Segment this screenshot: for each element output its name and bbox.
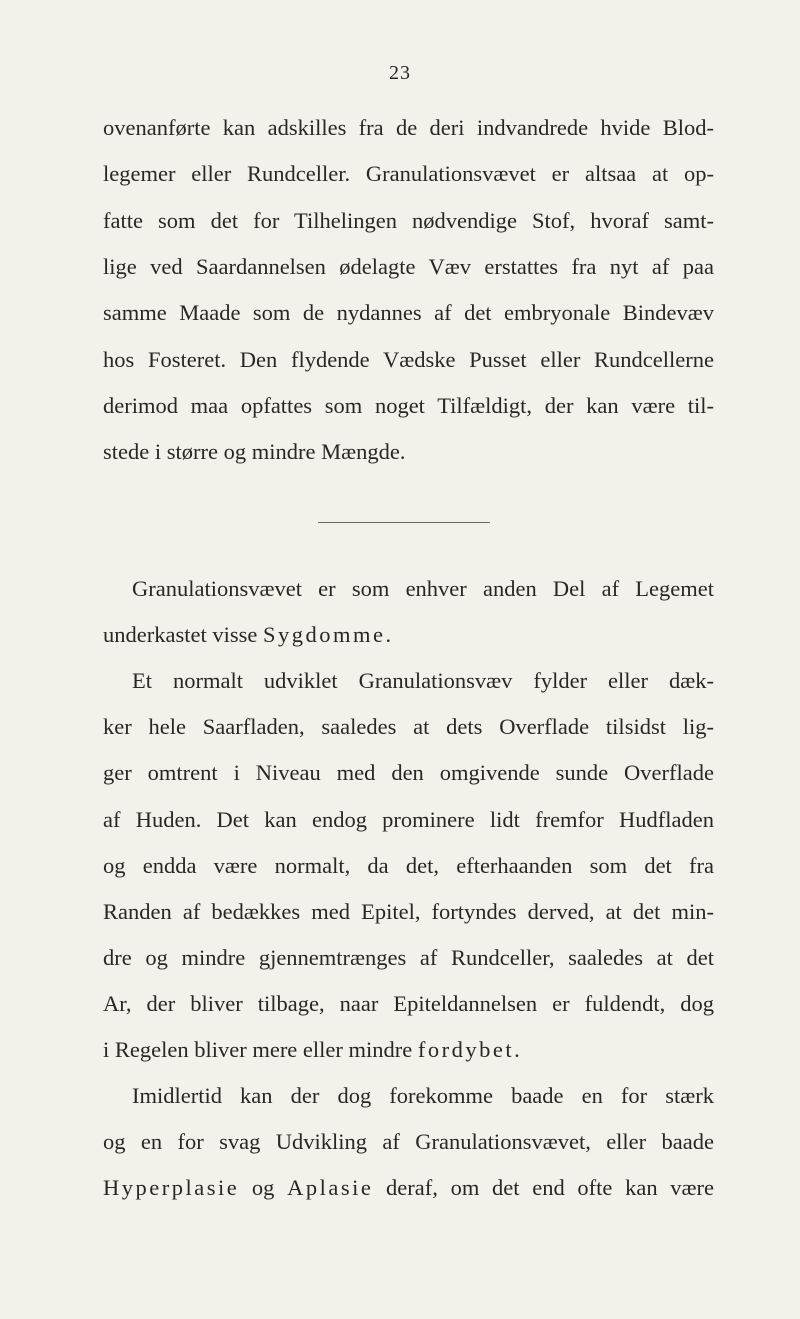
- text-line: Randen af bedækkes med Epitel, fortyndes derved, at det min-: [103, 899, 714, 924]
- text-run: deraf, om det end ofte kan være: [373, 1175, 715, 1200]
- text-run: underkastet visse: [103, 622, 263, 647]
- text-line: og endda være normalt, da det, efterhaanden som det fra: [103, 853, 714, 878]
- text-line: af Huden. Det kan endog prominere lidt fremfor Hudfladen: [103, 807, 714, 832]
- text-line: [103, 1035, 714, 1065]
- text-line: samme Maade som de nydannes af det embryonale Bindevæv: [103, 300, 714, 325]
- text-line: ger omtrent i Niveau med den omgivende sunde Overflade: [103, 760, 714, 785]
- text-run: og en for svag Udvikling af Granulationsvævet, eller baade: [103, 1129, 714, 1154]
- text-line: fatte som det for Tilhelingen nødvendige Stof, hvoraf samt-: [103, 208, 714, 233]
- text-line: [103, 620, 714, 650]
- text-run: og: [239, 1175, 288, 1200]
- text-line: Ar, der bliver tilbage, naar Epiteldannelsen er fuldendt, dog: [103, 991, 714, 1016]
- text-line: hos Fosteret. Den flydende Vædske Pusset eller Rundcellerne: [103, 347, 714, 372]
- emphasized-term: Sygdomme: [262, 622, 386, 647]
- text-line: [132, 1081, 714, 1111]
- text-line: Et normalt udviklet Granulationsvæv fylder eller dæk-: [132, 668, 714, 693]
- section-divider: [318, 522, 490, 523]
- text-run: Imidlertid kan der dog forekomme baade en for stærk: [132, 1083, 714, 1108]
- text-line: [103, 1127, 714, 1157]
- text-line: lige ved Saardannelsen ødelagte Væv erstattes fra nyt af paa: [103, 254, 714, 279]
- text-run: .: [514, 1037, 520, 1062]
- emphasized-term: Hyperplasie: [103, 1175, 240, 1200]
- text-line: derimod maa opfattes som noget Tilfældigt, der kan være til-: [103, 393, 714, 418]
- emphasized-term: fordybet: [417, 1037, 515, 1062]
- text-line: dre og mindre gjennemtrænges af Rundceller, saaledes at det: [103, 945, 714, 970]
- text-line: [103, 1173, 714, 1203]
- page-number: 23: [389, 62, 411, 84]
- text-run: i Regelen bliver mere eller mindre: [103, 1037, 418, 1062]
- text-line: ovenanførte kan adskilles fra de deri indvandrede hvide Blod-: [103, 115, 714, 140]
- text-line: stede i større og mindre Mængde.: [103, 439, 406, 464]
- text-run: .: [385, 622, 392, 647]
- text-line: ker hele Saarfladen, saaledes at dets Overflade tilsidst lig-: [103, 714, 714, 739]
- emphasized-term: Aplasie: [287, 1175, 374, 1200]
- text-line: legemer eller Rundceller. Granulationsvævet er altsaa at op-: [103, 161, 714, 186]
- text-line: Granulationsvævet er som enhver anden Del af Legemet: [132, 576, 714, 601]
